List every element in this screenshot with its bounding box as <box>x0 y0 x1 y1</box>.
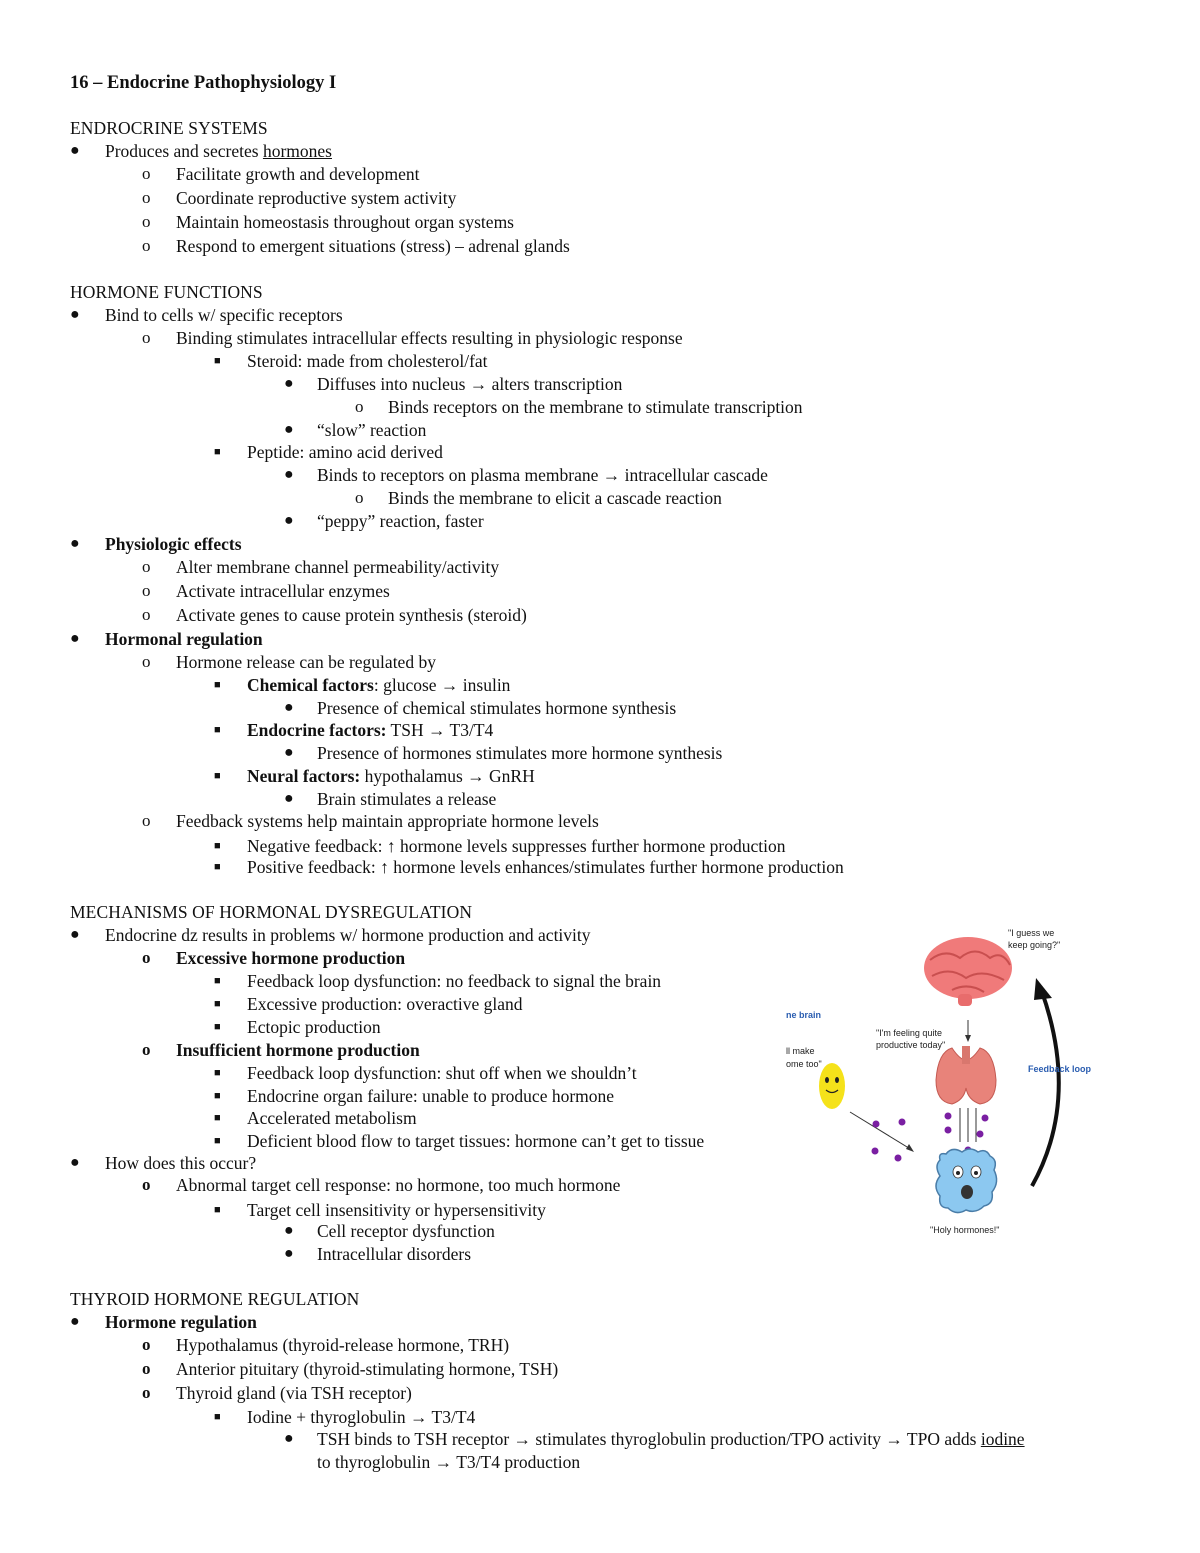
list-item: Binding stimulates intracellular effects resulting in physiologic response <box>176 328 683 348</box>
left-label-too: ome too" <box>786 1059 822 1069</box>
list-item: Negative feedback: ↑ hormone levels suppresses further hormone production <box>247 836 786 856</box>
bullet-dot: ● <box>70 630 80 647</box>
list-item: Feedback systems help maintain appropriate hormone levels <box>176 811 599 831</box>
bullet-square: ■ <box>214 1090 221 1102</box>
bullet-square: ■ <box>214 998 221 1010</box>
list-item: Physiologic effects <box>105 534 242 554</box>
bullet-square: ■ <box>214 1204 221 1216</box>
bullet-o: o <box>142 581 151 600</box>
list-item: Binds the membrane to elicit a cascade reaction <box>388 488 722 508</box>
feedback-loop-diagram <box>780 920 1100 1250</box>
list-item: Produces and secretes hormones <box>105 141 332 161</box>
list-item: Peptide: amino acid derived <box>247 442 443 462</box>
bullet-square: ■ <box>214 770 221 782</box>
brain-icon <box>924 937 1012 1006</box>
list-item: Hormone release can be regulated by <box>176 652 436 672</box>
list-item: Endocrine dz results in problems w/ hormone production and activity <box>105 925 591 945</box>
feedback-loop-arrow <box>1032 992 1059 1186</box>
bullet-o: o <box>142 328 151 347</box>
bullet-o: o <box>142 212 151 231</box>
cell-quote: "Holy hormones!" <box>930 1225 1000 1235</box>
bullet-dot: ● <box>284 699 294 716</box>
feedback-loop-label: Feedback loop <box>1028 1064 1092 1074</box>
list-item: Deficient blood flow to target tissues: hormone can’t get to tissue <box>247 1131 705 1151</box>
list-item: Excessive hormone production <box>176 948 406 968</box>
list-item: Binds receptors on the membrane to stimulate transcription <box>388 397 803 417</box>
brain-quote-line2: keep going?" <box>1008 940 1061 950</box>
thyroid-quote-line1: "I'm feeling quite <box>876 1028 942 1038</box>
list-item: Presence of hormones stimulates more hormone synthesis <box>317 743 723 763</box>
diagonal-arrowhead <box>906 1144 914 1152</box>
list-item: Hormonal regulation <box>105 629 263 649</box>
list-item-continuation: to thyroglobulin → T3/T4 production <box>317 1452 581 1472</box>
bullet-dot: ● <box>284 375 294 392</box>
section-heading-thyroid: THYROID HORMONE REGULATION <box>70 1289 360 1309</box>
list-item: Ectopic production <box>247 1017 381 1037</box>
bullet-o: o <box>142 605 151 624</box>
bullet-o: o <box>142 188 151 207</box>
bullet-square: ■ <box>214 840 221 852</box>
thyroid-quote-line2: productive today" <box>876 1040 946 1050</box>
list-item: Insufficient hormone production <box>176 1040 420 1060</box>
bullet-dot: ● <box>284 512 294 529</box>
bullet-dot: ● <box>284 1245 294 1262</box>
bullet-dot: ● <box>70 306 80 323</box>
list-item: Feedback loop dysfunction: no feedback to signal the brain <box>247 971 662 991</box>
list-item: Neural factors: hypothalamus → GnRH <box>247 766 535 786</box>
list-item: “slow” reaction <box>317 420 427 440</box>
bullet-dot: ● <box>70 926 80 943</box>
hormone-blob-character <box>819 1063 845 1109</box>
list-item: How does this occur? <box>105 1153 257 1173</box>
bullet-square: ■ <box>214 1021 221 1033</box>
target-cell-character <box>936 1149 997 1213</box>
list-item: Brain stimulates a release <box>317 789 497 809</box>
list-item: Endocrine organ failure: unable to produce hormone <box>247 1086 615 1106</box>
bullet-square: ■ <box>214 861 221 873</box>
list-item: Presence of chemical stimulates hormone synthesis <box>317 698 677 718</box>
list-item: Anterior pituitary (thyroid-stimulating hormone, TSH) <box>176 1359 559 1379</box>
list-item: Cell receptor dysfunction <box>317 1221 495 1241</box>
list-item: Maintain homeostasis throughout organ systems <box>176 212 514 232</box>
bullet-o: o <box>142 652 151 671</box>
bullet-square: ■ <box>214 679 221 691</box>
list-item: Facilitate growth and development <box>176 164 420 184</box>
bullet-dot: ● <box>284 1222 294 1239</box>
list-item: Activate genes to cause protein synthesis (steroid) <box>176 605 527 625</box>
bullet-dot: ● <box>70 535 80 552</box>
bullet-dot: ● <box>70 142 80 159</box>
list-item: Target cell insensitivity or hypersensitivity <box>247 1200 546 1220</box>
brain-quote-line1: "I guess we <box>1008 928 1055 938</box>
feedback-loop-arrowhead <box>1034 978 1052 1000</box>
diagonal-arrow <box>850 1112 912 1150</box>
list-item: Positive feedback: ↑ hormone levels enhances/stimulates further hormone production <box>247 857 844 877</box>
list-item: Activate intracellular enzymes <box>176 581 390 601</box>
list-item: “peppy” reaction, faster <box>317 511 484 531</box>
list-item: Chemical factors: glucose → insulin <box>247 675 511 695</box>
bullet-o: o <box>355 488 364 507</box>
list-item: Alter membrane channel permeability/activity <box>176 557 500 577</box>
list-item: Hypothalamus (thyroid-release hormone, TRH) <box>176 1335 510 1355</box>
bullet-o: o <box>142 1383 151 1402</box>
bullet-square: ■ <box>214 1411 221 1423</box>
bullet-square: ■ <box>214 1135 221 1147</box>
list-item: Feedback loop dysfunction: shut off when we shouldn’t <box>247 1063 637 1083</box>
list-item: Diffuses into nucleus → alters transcription <box>317 374 623 394</box>
bullet-dot: ● <box>70 1154 80 1171</box>
bullet-square: ■ <box>214 724 221 736</box>
bullet-o: o <box>142 948 151 967</box>
bullet-dot: ● <box>284 466 294 483</box>
bullet-o: o <box>142 1040 151 1059</box>
bullet-dot: ● <box>284 421 294 438</box>
list-item: Thyroid gland (via TSH receptor) <box>176 1383 412 1403</box>
document-title: 16 – Endocrine Pathophysiology I <box>70 73 337 93</box>
bullet-square: ■ <box>214 1067 221 1079</box>
list-item: Abnormal target cell response: no hormone, too much hormone <box>176 1175 621 1195</box>
bullet-o: o <box>142 811 151 830</box>
list-item: Steroid: made from cholesterol/fat <box>247 351 488 371</box>
bullet-o: o <box>142 1335 151 1354</box>
bullet-dot: ● <box>70 1313 80 1330</box>
bullet-o: o <box>142 1359 151 1378</box>
left-label-make: ll make <box>786 1046 815 1056</box>
list-item: TSH binds to TSH receptor → stimulates thyroglobulin production/TPO activity → TPO adds iodine <box>317 1429 1025 1449</box>
brain-to-thyroid-arrowhead <box>965 1035 971 1042</box>
bullet-square: ■ <box>214 446 221 458</box>
list-item: Respond to emergent situations (stress) – adrenal glands <box>176 236 570 256</box>
bullet-square: ■ <box>214 975 221 987</box>
list-item: Iodine + thyroglobulin → T3/T4 <box>247 1407 476 1427</box>
bullet-o: o <box>142 164 151 183</box>
bullet-dot: ● <box>284 1430 294 1447</box>
section-heading-endocrine: ENDROCRINE SYSTEMS <box>70 118 268 138</box>
bullet-square: ■ <box>214 355 221 367</box>
list-item: Bind to cells w/ specific receptors <box>105 305 343 325</box>
list-item: Coordinate reproductive system activity <box>176 188 457 208</box>
bullet-o: o <box>355 397 364 416</box>
left-label-brain: ne brain <box>786 1010 822 1020</box>
section-heading-functions: HORMONE FUNCTIONS <box>70 282 263 302</box>
thyroid-gland-icon <box>936 1046 996 1104</box>
list-item: Binds to receptors on plasma membrane → intracellular cascade <box>317 465 768 485</box>
bullet-o: o <box>142 236 151 255</box>
list-item: Accelerated metabolism <box>247 1108 417 1128</box>
bullet-square: ■ <box>214 1112 221 1124</box>
list-item: Endocrine factors: TSH → T3/T4 <box>247 720 494 740</box>
list-item: Excessive production: overactive gland <box>247 994 523 1014</box>
list-item: Intracellular disorders <box>317 1244 472 1264</box>
section-heading-mechanisms: MECHANISMS OF HORMONAL DYSREGULATION <box>70 902 473 922</box>
bullet-dot: ● <box>284 744 294 761</box>
bullet-o: o <box>142 1175 151 1194</box>
list-item: Hormone regulation <box>105 1312 257 1332</box>
bullet-o: o <box>142 557 151 576</box>
bullet-dot: ● <box>284 790 294 807</box>
